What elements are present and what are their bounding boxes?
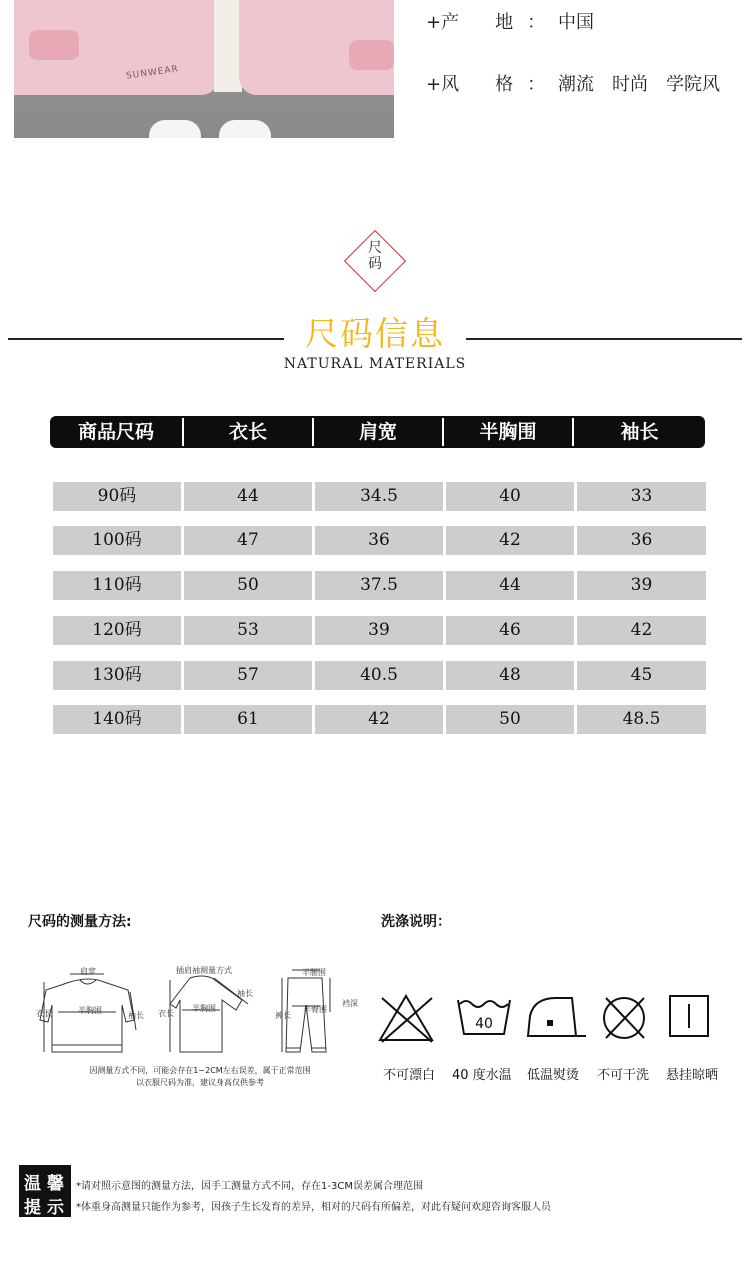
table-cell: 47 bbox=[184, 526, 312, 555]
label-pant-length: 裤长 bbox=[275, 1011, 291, 1020]
no-bleach-icon bbox=[380, 996, 432, 1042]
iron-dot bbox=[547, 1020, 553, 1026]
attr-sep: ： bbox=[527, 12, 546, 33]
attr-prefix: + bbox=[426, 74, 442, 95]
attr-key: 产 地 bbox=[441, 12, 514, 33]
label-sleeve-2: 袖长 bbox=[237, 989, 253, 998]
table-cell: 48 bbox=[446, 661, 574, 690]
attr-value: 潮流 时尚 学院风 bbox=[558, 74, 720, 95]
shoe bbox=[219, 120, 271, 138]
table-cell: 100码 bbox=[53, 526, 181, 555]
tips-badge-char: 示 bbox=[47, 1198, 64, 1218]
table-cell: 37.5 bbox=[315, 571, 443, 600]
table-cell: 140码 bbox=[53, 705, 181, 734]
table-cell: 50 bbox=[184, 571, 312, 600]
table-cell: 34.5 bbox=[315, 482, 443, 511]
table-cell: 39 bbox=[315, 616, 443, 645]
attr-row-origin bbox=[426, 8, 594, 34]
table-cell: 42 bbox=[577, 616, 706, 645]
table-cell: 40.5 bbox=[315, 661, 443, 690]
size-badge bbox=[356, 240, 394, 272]
table-cell: 110码 bbox=[53, 571, 181, 600]
measurement-title: 尺码的测量方法: bbox=[28, 914, 132, 930]
tips-badge-char: 提 bbox=[24, 1198, 41, 1218]
low-iron-icon bbox=[528, 998, 586, 1036]
care-icons bbox=[376, 990, 721, 1050]
table-cell: 39 bbox=[577, 571, 706, 600]
wash-temp-text: 40 bbox=[475, 1016, 493, 1032]
size-badge-line: 尺 bbox=[368, 240, 382, 256]
sweater-collar bbox=[80, 980, 96, 984]
label-hip: 半臀围 bbox=[303, 1005, 327, 1014]
jacket-print-text: SUNWEAR bbox=[125, 64, 180, 82]
pants-outline bbox=[286, 978, 326, 1052]
label-raglan: 插肩袖测量方式 bbox=[176, 966, 232, 975]
table-cell: 46 bbox=[446, 616, 574, 645]
no-dry-clean-icon bbox=[604, 998, 644, 1038]
fleece-lining bbox=[214, 0, 242, 92]
section-title: 尺码信息 bbox=[305, 314, 445, 353]
attr-row-style bbox=[426, 70, 720, 96]
label-waist: 半腰围 bbox=[302, 968, 326, 977]
label-sleeve: 袖长 bbox=[128, 1011, 144, 1020]
label-length-2: 衣长 bbox=[158, 1009, 174, 1018]
tip-line: *请对照示意图的测量方法，因手工测量方式不同，存在1-3CM误差属合理范围 bbox=[76, 1181, 423, 1192]
tips-badge-char: 温 bbox=[24, 1174, 41, 1194]
table-cell: 45 bbox=[577, 661, 706, 690]
label-shoulder: 肩宽 bbox=[80, 967, 96, 976]
attr-key: 风 格 bbox=[441, 74, 514, 95]
table-cell: 50 bbox=[446, 705, 574, 734]
header-rule-right bbox=[466, 338, 742, 340]
label-chest: 半胸围 bbox=[78, 1006, 102, 1015]
label-length: 衣长 bbox=[36, 1009, 52, 1018]
jacket-cuff bbox=[29, 30, 79, 60]
table-cell: 53 bbox=[184, 616, 312, 645]
attr-value: 中国 bbox=[558, 12, 594, 33]
table-cell: 48.5 bbox=[577, 705, 706, 734]
jacket-cuff bbox=[349, 40, 394, 70]
column-header: 商品尺码 bbox=[77, 421, 154, 443]
size-badge-line: 码 bbox=[368, 256, 382, 272]
table-cell: 36 bbox=[577, 526, 706, 555]
section-subtitle: NATURAL MATERIALS bbox=[283, 356, 467, 372]
column-header: 袖长 bbox=[620, 421, 659, 443]
care-label: 不可干洗 bbox=[597, 1068, 650, 1083]
label-chest-2: 半胸围 bbox=[192, 1004, 216, 1013]
washing-title: 洗涤说明： bbox=[381, 914, 451, 930]
table-cell: 57 bbox=[184, 661, 312, 690]
column-header: 衣长 bbox=[228, 421, 267, 443]
table-cell: 33 bbox=[577, 482, 706, 511]
column-header: 半胸围 bbox=[479, 421, 537, 443]
care-label: 悬挂晾晒 bbox=[666, 1068, 719, 1083]
measurement-note: 因测量方式不同，可能会存在1~2CM左右误差，属于正常范围 bbox=[89, 1066, 311, 1075]
table-cell: 42 bbox=[446, 526, 574, 555]
table-cell: 130码 bbox=[53, 661, 181, 690]
header-rule-left bbox=[8, 338, 284, 340]
table-cell: 40 bbox=[446, 482, 574, 511]
table-cell: 120码 bbox=[53, 616, 181, 645]
raglan-outline bbox=[170, 976, 242, 1052]
care-label: 40 度水温 bbox=[452, 1068, 512, 1083]
size-table-header bbox=[50, 416, 705, 448]
care-label: 低温熨烫 bbox=[527, 1068, 580, 1083]
attr-sep: ： bbox=[527, 74, 546, 95]
tips-badge-char: 馨 bbox=[47, 1174, 64, 1194]
table-cell: 36 bbox=[315, 526, 443, 555]
attr-prefix: + bbox=[426, 12, 442, 33]
table-cell: 44 bbox=[184, 482, 312, 511]
measurement-note: 以衣服尺码为准，建议身高仅供参考 bbox=[136, 1078, 264, 1087]
tips-badge bbox=[19, 1165, 71, 1217]
care-label: 不可漂白 bbox=[383, 1068, 436, 1083]
table-cell: 90码 bbox=[53, 482, 181, 511]
shoe bbox=[149, 120, 201, 138]
table-cell: 61 bbox=[184, 705, 312, 734]
column-header: 肩宽 bbox=[358, 421, 397, 443]
tip-line: *体重身高测量只能作为参考，因孩子生长发育的差异，相对的尺码有所偏差，对此有疑问欢迎咨询客服人员 bbox=[76, 1202, 551, 1213]
label-rise: 裆深 bbox=[342, 999, 358, 1008]
table-cell: 44 bbox=[446, 571, 574, 600]
product-photo bbox=[14, 0, 394, 138]
table-cell: 42 bbox=[315, 705, 443, 734]
hang-dry-icon bbox=[670, 996, 708, 1036]
